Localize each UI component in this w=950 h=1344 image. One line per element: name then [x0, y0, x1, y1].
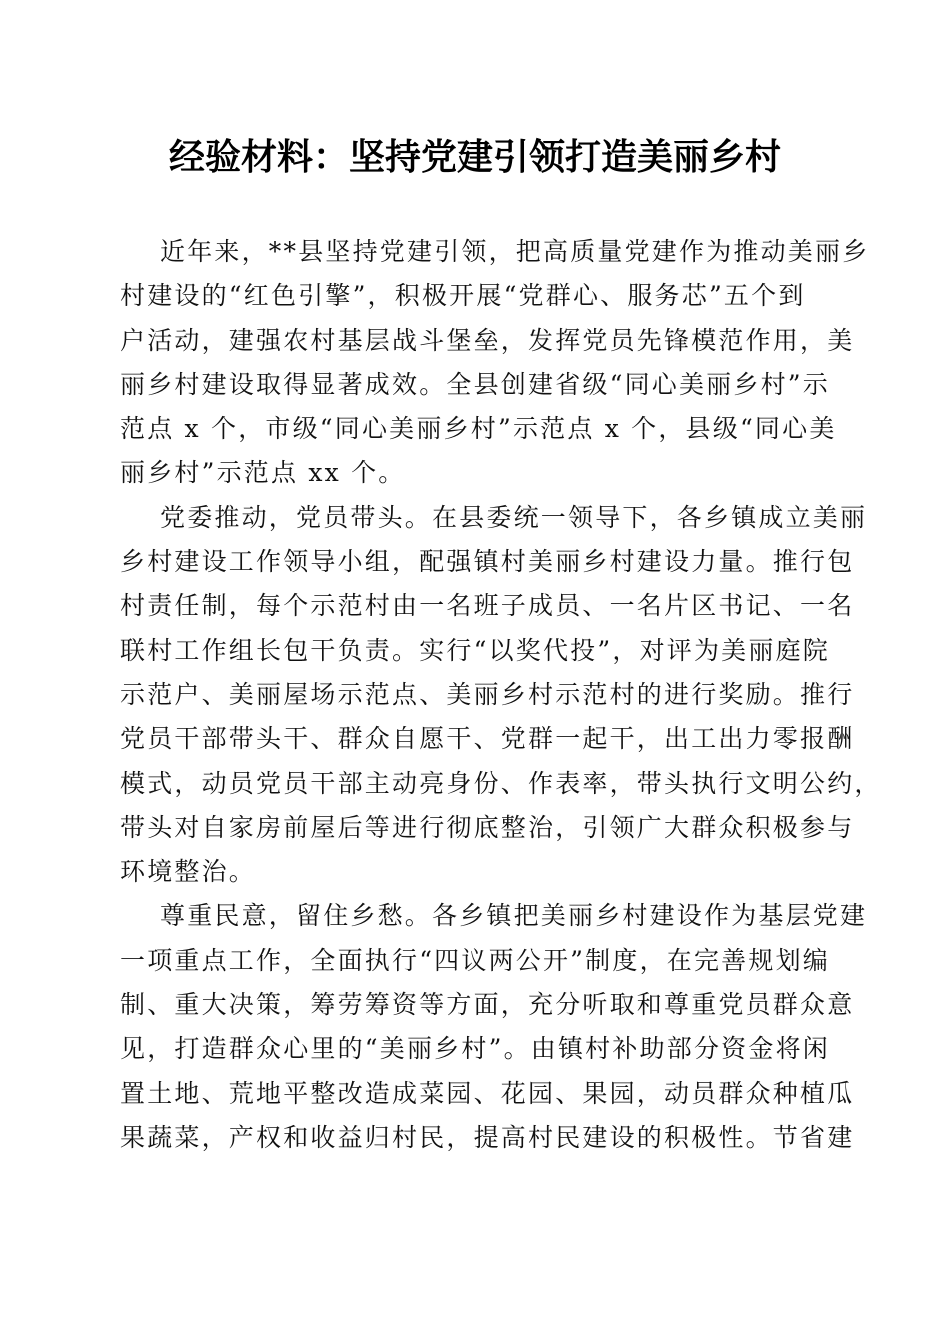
- paragraph-line: 环境整治。: [120, 857, 257, 887]
- paragraph-line: 制、重大决策，筹劳筹资等方面，充分听取和尊重党员群众意: [120, 990, 855, 1020]
- paragraph-3: [120, 894, 868, 1160]
- paragraph-line: 丽乡村建设取得显著成效。全县创建省级“同心美丽乡村”示: [120, 369, 830, 399]
- paragraph-line: 近年来，**县坚持党建引领，把高质量党建作为推动美丽乡: [160, 237, 870, 266]
- paragraph-2: [120, 496, 882, 895]
- paragraph-line: 模式，动员党员干部主动亮身份、作表率，带头执行文明公约，: [120, 768, 882, 798]
- paragraph-line: 村建设的“红色引擎”，积极开展“党群心、服务芯”五个到: [120, 281, 806, 311]
- paragraph-line: 党委推动，党员带头。在县委统一领导下，各乡镇成立美丽: [160, 502, 868, 532]
- paragraph-line: 一项重点工作，全面执行“四议两公开”制度，在完善规划编: [120, 945, 830, 975]
- paragraph-line: 丽乡村”示范点 xx 个。: [120, 458, 406, 488]
- paragraph-line: 尊重民意，留住乡愁。各乡镇把美丽乡村建设作为基层党建: [160, 901, 868, 931]
- paragraph-line: 置土地、荒地平整改造成菜园、花园、果园，动员群众种植瓜: [120, 1078, 855, 1108]
- paragraph-line: 范点 x 个，市级“同心美丽乡村”示范点 x 个，县级“同心美: [120, 414, 837, 444]
- paragraph-line: 见，打造群众心里的“美丽乡村”。由镇村补助部分资金将闲: [120, 1034, 830, 1064]
- paragraph-line: 果蔬菜，产权和收益归村民，提高村民建设的积极性。节省建: [120, 1122, 855, 1152]
- paragraph-line: 户活动，建强农村基层战斗堡垒，发挥党员先锋模范作用，美: [120, 325, 855, 355]
- paragraph-line: 带头对自家房前屋后等进行彻底整治，引领广大群众积极参与: [120, 812, 855, 842]
- paragraph-line: 村责任制，每个示范村由一名班子成员、一名片区书记、一名: [120, 591, 855, 621]
- paragraph-line: 党员干部带头干、群众自愿干、党群一起干，出工出力零报酬: [120, 724, 855, 754]
- paragraph-line: 乡村建设工作领导小组，配强镇村美丽乡村建设力量。推行包: [120, 547, 855, 577]
- paragraph-1: [120, 230, 870, 496]
- document-title: 经验材料：坚持党建引领打造美丽乡村: [168, 137, 781, 178]
- paragraph-line: 示范户、美丽屋场示范点、美丽乡村示范村的进行奖励。推行: [120, 679, 855, 709]
- document-body: [120, 230, 882, 1160]
- paragraph-line: 联村工作组长包干负责。实行“以奖代投”，对评为美丽庭院: [120, 635, 830, 665]
